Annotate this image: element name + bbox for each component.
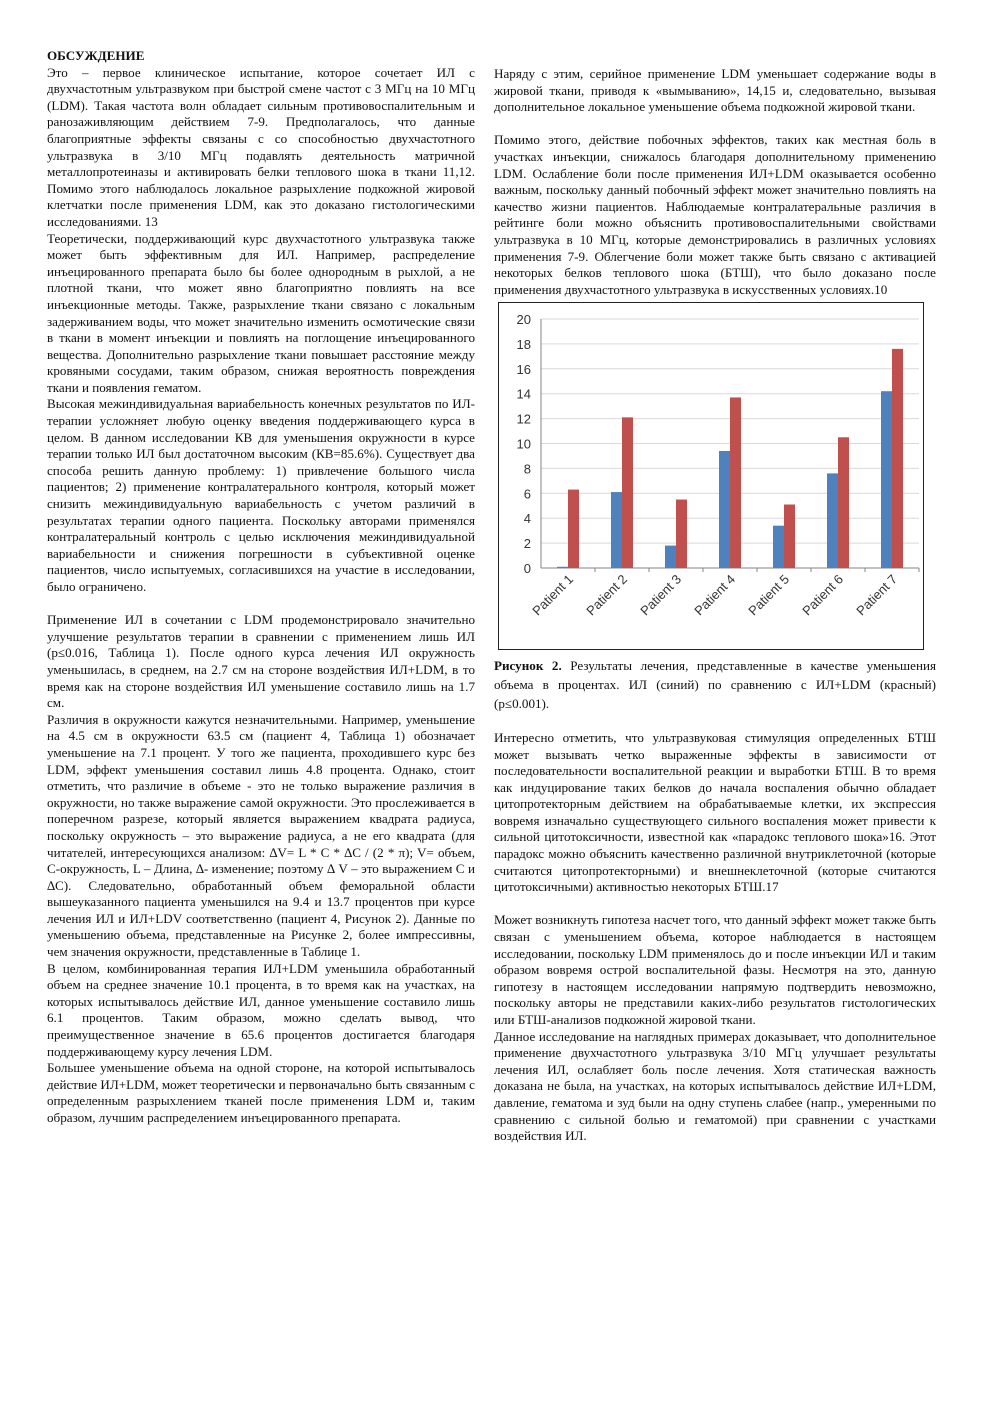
- y-tick-label: 10: [516, 436, 531, 452]
- y-tick-label: 20: [516, 312, 531, 328]
- y-tick-label: 6: [523, 486, 531, 502]
- paragraph: Большее уменьшение объема на одной стороне, на которой испытывалось действие ИЛ+LDM, может теоретически и первоначально быть связанным с определенным разрыхлением тканей после применения LDM и, таким образом, лучшим распределением инъецированного препарата.: [47, 1060, 475, 1125]
- x-tick-label: Patient 2: [583, 571, 631, 619]
- bar: [611, 492, 622, 568]
- y-tick-label: 8: [523, 461, 531, 477]
- bar: [568, 490, 579, 568]
- paragraph: Наряду с этим, серийное применение LDM уменьшает содержание воды в жировой ткани, приводя к «вымыванию», 14,15 и, следовательно, вызывая дополнительное локальное уменьшение объема подкожной жировой ткани.: [494, 66, 936, 115]
- caption-text: Результаты лечения, представленные в качестве уменьшения объема в процентах. ИЛ (синий) по сравнению с ИЛ+LDM (красный) (p≤0.001).: [494, 658, 936, 712]
- paragraph: Высокая межиндивидуальная вариабельность конечных результатов по ИЛ-терапии усложняет любую оценку введения поддерживающего курса в целом. В данном исследовании КВ для уменьшения окружности в курсе терапии только ИЛ был достаточном высоким (КВ=85.6%). Существует два способа решить данную проблему: 1) привлечение большого числа пациентов; 2) применение контралатерального контроля, который может снизить межиндивидуальную вариабельность с учетом различий в результатах терапии одного пациента. Поскольку авторами применялся контралатеральный контроль с целью исключения межиндивидуальной вариабельности и снижения погрешности в субъективной оценке пациентов, число испытуемых, согласившихся на участие в исследовании, было ограничено.: [47, 396, 475, 594]
- y-tick-label: 18: [516, 337, 531, 353]
- y-tick-label: 14: [516, 387, 531, 403]
- paragraph: Применение ИЛ в сочетании с LDM продемонстрировало значительно улучшение результатов терапии в сравнении с применением лишь ИЛ (p≤0.016, Таблица 1). После одного курса лечения ИЛ окружность уменьшилась, в среднем, на 2.7 см на стороне воздействия ИЛ+LDM, в то время как на стороне воздействия ИЛ уменьшение составило лишь на 1.7 см.: [47, 612, 475, 711]
- bar: [773, 526, 784, 568]
- y-tick-label: 0: [523, 561, 531, 577]
- bar: [838, 438, 849, 569]
- section-heading: ОБСУЖДЕНИЕ: [47, 48, 145, 63]
- paragraph: Это – первое клиническое испытание, которое сочетает ИЛ с двухчастотным ультразвуком при быстрой смене частот с 3 МГц на 10 МГц (LDM). Такая частота волн обладает сильным противовоспалительным и ранозаживляющим действием 7-9. Предполагалось, что данные благоприятные эффекты связаны с со способностью двухчастотного ультразвука в 3/10 МГц подавлять деятельность матричной металлопротеиназы и активировать белки теплового шока в ткани 11,12. Помимо этого наблюдалось локальное разрыхление подкожной жировой клетчатки после применения LDM, как это доказано гистологическими исследованиями. 13: [47, 64, 475, 229]
- bar: [676, 500, 687, 568]
- bar: [827, 474, 838, 569]
- caption-label: Рисунок 2.: [494, 658, 562, 674]
- paragraph: Помимо этого, действие побочных эффектов, таких как местная боль в участках инъекции, снижалось благодаря дополнительному применению LDM. Ослабление боли после применения ИЛ+LDM оказывается особенно важным, поскольку данный побочный эффект может значительно повлиять на качество жизни пациентов. Наблюдаемые контралатеральные различия в рейтинге боли можно объяснить противовоспалительными свойствами ультразвука в 10 МГц, которые демонстрировались в различных условиях применения 7-9. Облегчение боли может также быть связано с активацией некоторых белков теплового шока (БТШ), что было доказано после применения двухчастотного ультразвука в искусственных условиях.10: [494, 132, 936, 297]
- bar: [719, 451, 730, 568]
- paragraph: Различия в окружности кажутся незначительными. Например, уменьшение на 4.5 см в окружности 63.5 см (пациент 4, Таблица 1) обозначает уменьшение на 7.1 процент. У того же пациента, проходившего курс без LDM, эффект уменьшения составил лишь 4.8 процента. Однако, стоит отметить, что различие в объеме - это не только выражение различия в окружности, но также выражение самой окружности. Это прослеживается в поперечном разрезе, который является выражением квадрата радиуса, поскольку окружность – это выражение радиуса, а не его квадрата (для читателей, интересующихся анализом: ∆V= L * C * ∆C / (2 * π); V= объем, С-окружность, L – Длина, ∆- изменение; поэтому ∆ V – это выражением C и ∆C). Следовательно, обработанный объем феморальной области вышеуказанного пациента уменьшился на 9.4 и 13.7 процентов при курсе лечения ИЛ и ИЛ+LDV соответственно (пациент 4, Рисунок 2). Данные по уменьшению объема, представленные на Рисунке 2, более импрессивны, чем значения окружности, представленные в Таблице 1.: [47, 711, 475, 960]
- figure-2-chart: [498, 302, 924, 650]
- bar: [665, 546, 676, 568]
- paragraph: В целом, комбинированная терапия ИЛ+LDM уменьшила обработанный объем на среднее значение 10.1 процента, в то время как на участках, на которых испытывалось действие ИЛ, данное уменьшение составило лишь 6.1 процентов. Таким образом, можно сделать вывод, что преимущественное значение в 65.6 процентов достигается благодаря поддерживающему курсу лечения LDM.: [47, 960, 475, 1059]
- y-tick-label: 2: [523, 536, 531, 552]
- bar: [784, 505, 795, 568]
- paragraph: Теоретически, поддерживающий курс двухчастотного ультразвука также может быть эффективным для ИЛ. Например, распределение инъецированного препарата было бы более однородным в рыхлой, а не плотной ткани, что может явно благоприятно повлиять на все инъекционные методы. Также, разрыхление ткани связано с локальным задерживанием воды, что может значительно изменить осмотические связи в ткани в момент инъекции и повлиять на поглощение инъецированного вещества. Дополнительно разрыхление ткани повышает расстояние между кровяными сосудами, таким образом, снижая вероятность повреждения ткани и появления гематом.: [47, 230, 475, 395]
- y-tick-label: 16: [516, 362, 531, 378]
- x-tick-label: Patient 7: [853, 571, 901, 619]
- bar: [892, 349, 903, 568]
- x-tick-label: Patient 5: [745, 571, 793, 619]
- paragraph: Интересно отметить, что ультразвуковая стимуляция определенных БТШ может вызывать четко выраженные эффекты в зависимости от последовательности воспалительной реакции и выработки БТШ. В то время как индуцирование таких белков до начала воспаления обычно обладает цитопротекторным действием на обрабатываемые клетки, их экспрессия вовремя изначально существующего сильного воспаления может привести к сильной цитотоксичности, известной как «парадокс теплового шока»16. Этот парадокс можно объяснить качественно различной внутриклеточной (которые считаются цитопротекторными) и внешнеклеточной (которые считаются цитотоксичными) активностью некоторых БТШ.17: [494, 729, 936, 895]
- bar: [730, 398, 741, 569]
- bar-chart: [499, 303, 923, 649]
- right-column: [494, 0, 936, 1145]
- x-tick-label: Patient 4: [691, 571, 739, 619]
- y-tick-label: 4: [523, 511, 531, 527]
- paragraph: Может возникнуть гипотеза насчет того, что данный эффект может также быть связан с уменьшением объема, которое наблюдается в настоящем исследовании, поскольку LDM применялось до и после инъекции ИЛ и таким образом вовремя острой воспалительной фазы. Несмотря на это, данную гипотезу в настоящем исследовании напрямую подтвердить невозможно, поскольку авторы не представили каких-либо результатов гистологических или БТШ-анализов подкожной жировой ткани.: [494, 912, 936, 1027]
- y-tick-label: 12: [516, 411, 531, 427]
- bar: [622, 418, 633, 569]
- figure-caption: [494, 656, 936, 713]
- x-tick-label: Patient 3: [637, 571, 685, 619]
- x-tick-label: Patient 6: [799, 571, 847, 619]
- paragraph: Данное исследование на наглядных примерах доказывает, что дополнительное применение двухчастотного ультразвука 3/10 МГц улучшает результаты лечения ИЛ, ослабляет боль после лечения. Хотя статическая важность доказана не была, на участках, на которых испытывалось действие ИЛ+LDM, давление, гематома и зуд были на одну ступень слабее (напр., умеренными по сравнению с сильной болью и гематомой) при сравнении с участками воздействия ИЛ.: [494, 1028, 936, 1144]
- left-column: [47, 0, 475, 1127]
- x-tick-label: Patient 1: [529, 571, 577, 619]
- bar: [881, 392, 892, 569]
- bar: [557, 567, 568, 568]
